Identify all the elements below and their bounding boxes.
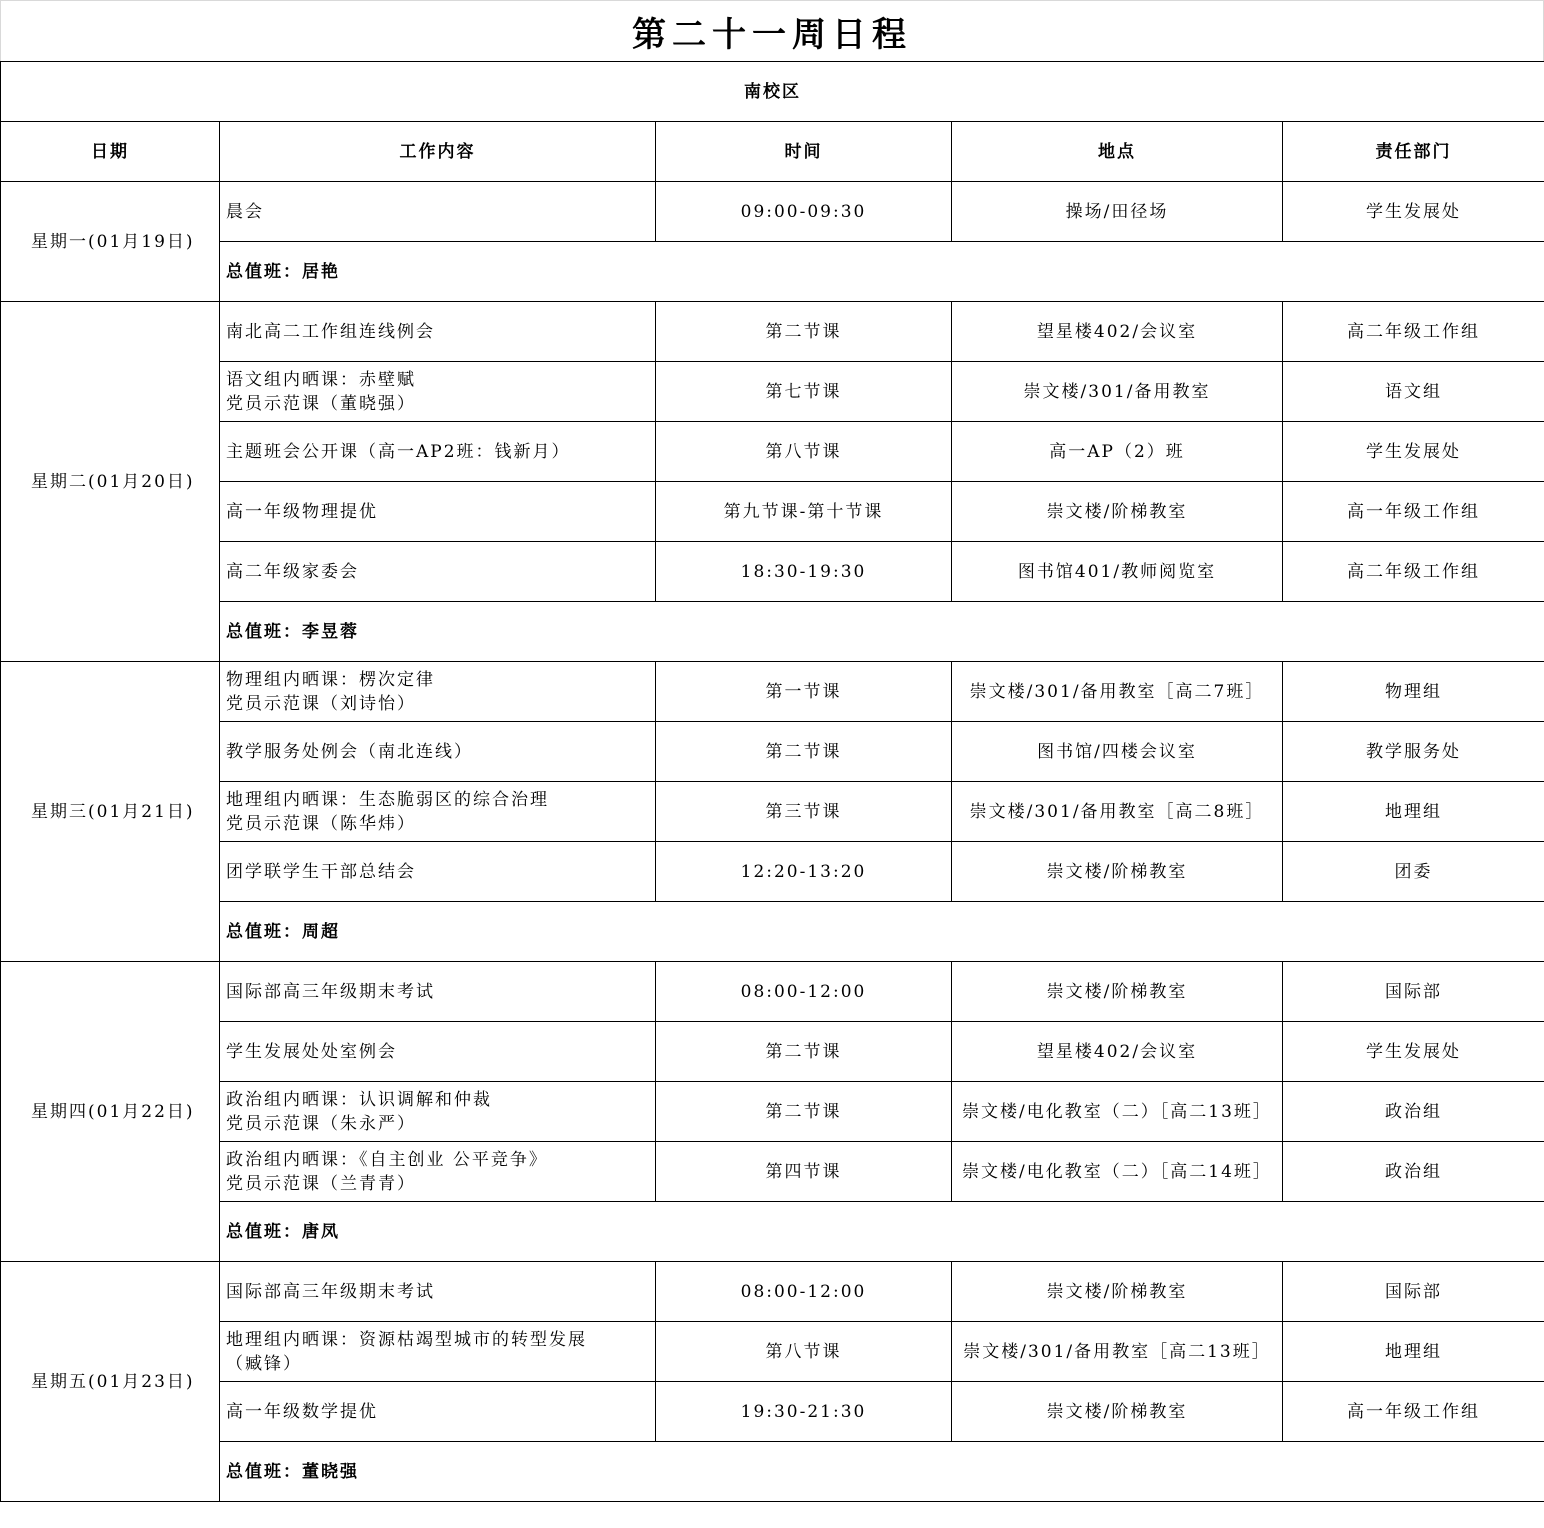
dept-cell: 高一年级工作组 (1283, 482, 1544, 542)
work-content (220, 1322, 656, 1382)
work-content-line: 党员示范课（刘诗怡） (226, 693, 416, 714)
work-content (220, 1022, 656, 1082)
work-content-line: 主题班会公开课（高一AP2班：钱新月） (226, 441, 571, 462)
time-cell: 19:30-21:30 (656, 1382, 952, 1442)
work-content (220, 842, 656, 902)
duty-cell (220, 902, 1544, 962)
duty-label: 总值班： (226, 621, 302, 642)
duty-label: 总值班： (226, 261, 302, 282)
work-content (220, 542, 656, 602)
dept-cell: 语文组 (1283, 362, 1544, 422)
campus-row (1, 62, 1544, 122)
work-content-line: 党员示范课（董晓强） (226, 393, 416, 414)
time-cell: 第八节课 (656, 1322, 952, 1382)
place-cell: 高一AP（2）班 (952, 422, 1283, 482)
time-cell: 09:00-09:30 (656, 182, 952, 242)
dept-cell: 地理组 (1283, 782, 1544, 842)
work-content-line: （臧锋） (226, 1353, 302, 1374)
day-label: 星期三(01月21日) (1, 662, 220, 962)
schedule-row (1, 1082, 1544, 1142)
day-label: 星期一(01月19日) (1, 182, 220, 302)
place-cell: 崇文楼/阶梯教室 (952, 842, 1283, 902)
work-content (220, 482, 656, 542)
place-cell: 图书馆401/教师阅览室 (952, 542, 1283, 602)
schedule-row (1, 962, 1544, 1022)
time-cell: 08:00-12:00 (656, 962, 952, 1022)
work-content (220, 422, 656, 482)
work-content (220, 182, 656, 242)
place-cell: 崇文楼/301/备用教室 (952, 362, 1283, 422)
dept-cell: 国际部 (1283, 962, 1544, 1022)
dept-cell: 团委 (1283, 842, 1544, 902)
work-content (220, 1382, 656, 1442)
work-content-line: 党员示范课（兰青青） (226, 1173, 416, 1194)
schedule-row (1, 362, 1544, 422)
work-content-line: 晨会 (226, 201, 264, 222)
duty-cell (220, 242, 1544, 302)
place-cell: 崇文楼/阶梯教室 (952, 1382, 1283, 1442)
time-cell: 第二节课 (656, 1082, 952, 1142)
schedule-row (1, 422, 1544, 482)
time-cell: 第一节课 (656, 662, 952, 722)
dept-cell: 教学服务处 (1283, 722, 1544, 782)
time-cell: 第八节课 (656, 422, 952, 482)
time-cell: 18:30-19:30 (656, 542, 952, 602)
work-content-line: 地理组内晒课：资源枯竭型城市的转型发展 (226, 1329, 587, 1350)
duty-label: 总值班： (226, 1461, 302, 1482)
header-dept: 责任部门 (1283, 122, 1544, 182)
time-cell: 08:00-12:00 (656, 1262, 952, 1322)
work-content-line: 教学服务处例会（南北连线） (226, 741, 473, 762)
work-content-line: 党员示范课（朱永严） (226, 1113, 416, 1134)
place-cell: 操场/田径场 (952, 182, 1283, 242)
time-cell: 第二节课 (656, 722, 952, 782)
work-content-line: 政治组内晒课：认识调解和仲裁 (226, 1089, 492, 1110)
work-content (220, 962, 656, 1022)
schedule-row (1, 1142, 1544, 1202)
day-label: 星期二(01月20日) (1, 302, 220, 662)
work-content (220, 1142, 656, 1202)
duty-row (1, 602, 1544, 662)
schedule-row (1, 1022, 1544, 1082)
schedule-row (1, 662, 1544, 722)
work-content (220, 662, 656, 722)
work-content-line: 党员示范课（陈华炜） (226, 813, 416, 834)
header-row (1, 122, 1544, 182)
duty-cell (220, 1442, 1544, 1502)
schedule-row (1, 842, 1544, 902)
time-cell: 第四节课 (656, 1142, 952, 1202)
place-cell: 崇文楼/电化教室（二）［高二13班］ (952, 1082, 1283, 1142)
place-cell: 崇文楼/阶梯教室 (952, 482, 1283, 542)
duty-person: 唐凤 (302, 1221, 340, 1242)
schedule-row (1, 182, 1544, 242)
time-cell: 第九节课-第十节课 (656, 482, 952, 542)
duty-cell (220, 602, 1544, 662)
dept-cell: 物理组 (1283, 662, 1544, 722)
duty-person: 董晓强 (302, 1461, 359, 1482)
header-date: 日期 (1, 122, 220, 182)
duty-label: 总值班： (226, 921, 302, 942)
dept-cell: 学生发展处 (1283, 182, 1544, 242)
schedule-row (1, 1262, 1544, 1322)
dept-cell: 政治组 (1283, 1142, 1544, 1202)
schedule-row (1, 722, 1544, 782)
work-content-line: 地理组内晒课：生态脆弱区的综合治理 (226, 789, 549, 810)
schedule-row (1, 542, 1544, 602)
place-cell: 崇文楼/电化教室（二）［高二14班］ (952, 1142, 1283, 1202)
duty-row (1, 242, 1544, 302)
dept-cell: 政治组 (1283, 1082, 1544, 1142)
day-label: 星期五(01月23日) (1, 1262, 220, 1502)
duty-row (1, 902, 1544, 962)
work-content (220, 722, 656, 782)
work-content-line: 国际部高三年级期末考试 (226, 981, 435, 1002)
dept-cell: 学生发展处 (1283, 1022, 1544, 1082)
duty-label: 总值班： (226, 1221, 302, 1242)
work-content (220, 302, 656, 362)
work-content (220, 782, 656, 842)
work-content-line: 南北高二工作组连线例会 (226, 321, 435, 342)
work-content (220, 1082, 656, 1142)
dept-cell: 高二年级工作组 (1283, 302, 1544, 362)
schedule-row (1, 1382, 1544, 1442)
time-cell: 12:20-13:20 (656, 842, 952, 902)
duty-row (1, 1202, 1544, 1262)
duty-person: 周超 (302, 921, 340, 942)
place-cell: 崇文楼/301/备用教室［高二13班］ (952, 1322, 1283, 1382)
work-content-line: 高一年级物理提优 (226, 501, 378, 522)
work-content-line: 团学联学生干部总结会 (226, 861, 416, 882)
work-content (220, 1262, 656, 1322)
work-content-line: 政治组内晒课：《自主创业 公平竞争》 (226, 1149, 548, 1170)
duty-cell (220, 1202, 1544, 1262)
place-cell: 望星楼402/会议室 (952, 302, 1283, 362)
schedule-table (0, 61, 1544, 1502)
work-content-line: 学生发展处处室例会 (226, 1041, 397, 1062)
place-cell: 图书馆/四楼会议室 (952, 722, 1283, 782)
place-cell: 望星楼402/会议室 (952, 1022, 1283, 1082)
duty-person: 居艳 (302, 261, 340, 282)
place-cell: 崇文楼/301/备用教室［高二7班］ (952, 662, 1283, 722)
schedule-body (1, 62, 1544, 1502)
dept-cell: 国际部 (1283, 1262, 1544, 1322)
time-cell: 第二节课 (656, 302, 952, 362)
schedule-row (1, 302, 1544, 362)
campus-name: 南校区 (1, 62, 1544, 122)
page-title: 第二十一周日程 (0, 0, 1544, 61)
work-content (220, 362, 656, 422)
duty-row (1, 1442, 1544, 1502)
schedule-row (1, 482, 1544, 542)
schedule-row (1, 782, 1544, 842)
work-content-line: 高一年级数学提优 (226, 1401, 378, 1422)
day-label: 星期四(01月22日) (1, 962, 220, 1262)
dept-cell: 高一年级工作组 (1283, 1382, 1544, 1442)
place-cell: 崇文楼/阶梯教室 (952, 1262, 1283, 1322)
work-content-line: 语文组内晒课：赤壁赋 (226, 369, 416, 390)
header-place: 地点 (952, 122, 1283, 182)
work-content-line: 物理组内晒课：楞次定律 (226, 669, 435, 690)
dept-cell: 学生发展处 (1283, 422, 1544, 482)
dept-cell: 高二年级工作组 (1283, 542, 1544, 602)
place-cell: 崇文楼/301/备用教室［高二8班］ (952, 782, 1283, 842)
place-cell: 崇文楼/阶梯教室 (952, 962, 1283, 1022)
work-content-line: 国际部高三年级期末考试 (226, 1281, 435, 1302)
time-cell: 第二节课 (656, 1022, 952, 1082)
header-time: 时间 (656, 122, 952, 182)
schedule-row (1, 1322, 1544, 1382)
header-content: 工作内容 (220, 122, 656, 182)
dept-cell: 地理组 (1283, 1322, 1544, 1382)
duty-person: 李昱蓉 (302, 621, 359, 642)
time-cell: 第三节课 (656, 782, 952, 842)
work-content-line: 高二年级家委会 (226, 561, 359, 582)
time-cell: 第七节课 (656, 362, 952, 422)
